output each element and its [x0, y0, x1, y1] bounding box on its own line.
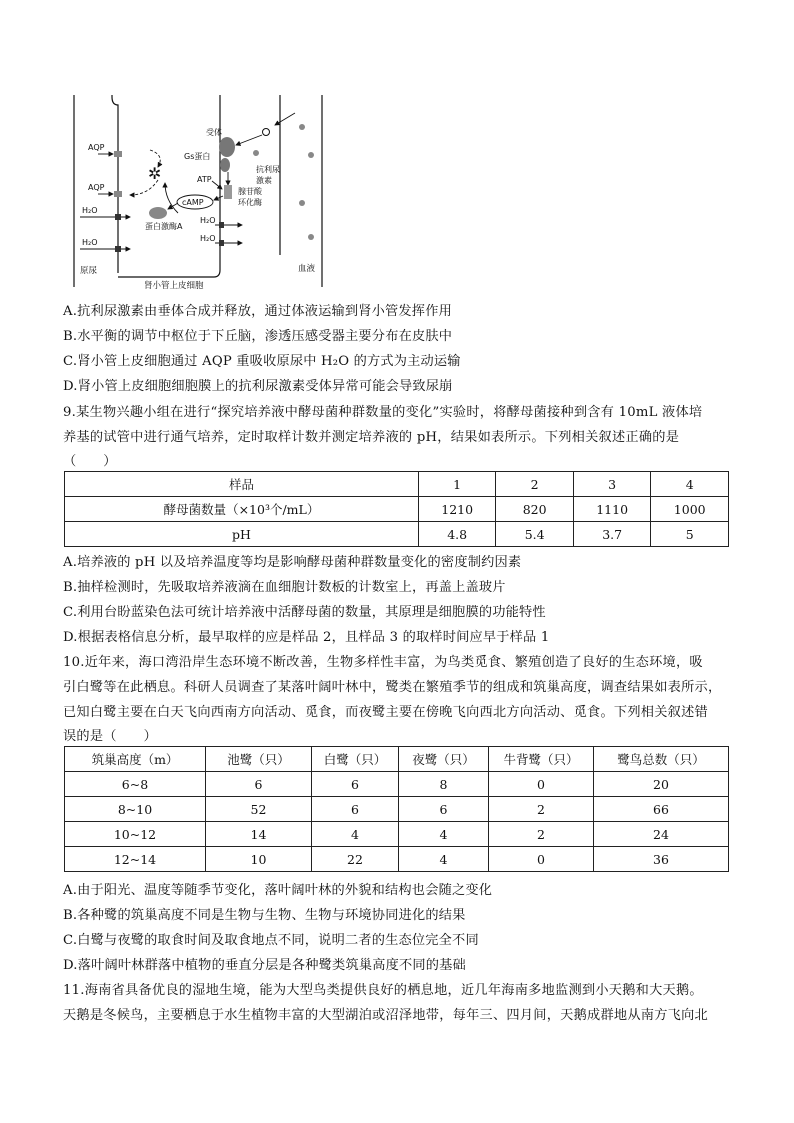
q10-cell: 4 [399, 822, 489, 847]
q10-cell: 4 [312, 822, 399, 847]
q10-cell: 6 [312, 797, 399, 822]
q10-cell: 20 [594, 772, 729, 797]
q10-cell: 36 [594, 847, 729, 872]
adh-label-line2: 激素 [256, 176, 272, 185]
adenylate-cyclase-label-1: 腺苷酸 [238, 187, 262, 196]
adh-mechanism-diagram [70, 95, 340, 290]
q11-stem-line-1: 11.海南省具备优良的湿地生境，能为大型鸟类提供良好的栖息地，近几年海南多地监测到小天鹅和大天鹅。 [63, 983, 703, 998]
q10-header: 夜鹭（只） [399, 747, 489, 772]
table-row [65, 747, 729, 772]
q10-stem-line-2: 引白鹭等在此栖息。科研人员调查了某落叶阔叶林中，鹭类在繁殖季节的组成和筑巢高度，调查结果如表所示， [63, 680, 722, 695]
q9-header-4: 4 [651, 472, 729, 497]
q9-cell: 820 [496, 497, 573, 522]
q10-stem-line-4: 误的是（ ） [63, 729, 158, 744]
q10-cell: 10 [206, 847, 312, 872]
adh-label-line1: 抗利尿 [256, 165, 280, 174]
table-row [65, 497, 729, 522]
q8-option-a: A.抗利尿激素由垂体合成并释放，通过体液运输到肾小管发挥作用 [63, 304, 452, 319]
q10-cell: 6~8 [65, 772, 206, 797]
blood-label: 血液 [298, 264, 316, 274]
table-row [65, 847, 729, 872]
q9-row-label: 酵母菌数量（×10³个/mL） [65, 497, 419, 522]
q10-header: 白鹭（只） [312, 747, 399, 772]
q10-cell: 8 [399, 772, 489, 797]
q10-cell: 0 [489, 772, 594, 797]
basolateral-membrane [118, 95, 220, 277]
aqp-label-2: AQP [88, 183, 105, 192]
q9-stem-line-2: 养基的试管中进行通气培养，定时取样计数并测定培养液的 pH，结果如表所示。下列相关叙述正确的是 [63, 430, 680, 445]
q10-header: 池鹭（只） [206, 747, 312, 772]
q9-option-c: C.利用台盼蓝染色法可统计培养液中活酵母菌的数量，其原理是细胞膜的功能特性 [63, 605, 546, 620]
h2o-inner-1: H₂O [200, 216, 216, 225]
blood-particle [299, 200, 305, 206]
h2o-label-2: H₂O [82, 238, 98, 247]
q9-header-1: 1 [418, 472, 496, 497]
q10-cell: 22 [312, 847, 399, 872]
q10-option-b: B.各种鹭的筑巢高度不同是生物与生物、生物与环境协同进化的结果 [63, 908, 466, 923]
q10-option-a: A.由于阳光、温度等随季节变化，落叶阔叶林的外貌和结构也会随之变化 [63, 883, 493, 898]
pka-shape [149, 207, 167, 219]
q10-cell: 66 [594, 797, 729, 822]
q10-cell: 52 [206, 797, 312, 822]
q9-header-2: 2 [496, 472, 573, 497]
q10-cell: 0 [489, 847, 594, 872]
q10-cell: 2 [489, 822, 594, 847]
adenylate-cyclase-label-2: 环化酶 [238, 198, 262, 207]
table-row [65, 822, 729, 847]
q8-option-b: B.水平衡的调节中枢位于下丘脑，渗透压感受器主要分布在皮肤中 [63, 329, 453, 344]
q9-table [64, 471, 729, 547]
q10-option-d: D.落叶阔叶林群落中植物的垂直分层是各种鹭类筑巢高度不同的基础 [63, 958, 466, 973]
q10-stem-line-1: 10.近年来，海口湾沿岸生态环境不断改善，生物多样性丰富，为鸟类觅食、繁殖创造了良好的生态环境，吸 [63, 655, 703, 670]
q10-table [64, 746, 729, 872]
q9-cell: 4.8 [418, 522, 496, 547]
q9-option-a: A.培养液的 pH 以及培养温度等均是影响酵母菌种群数量变化的密度制约因素 [63, 555, 522, 570]
q9-cell: 5 [651, 522, 729, 547]
q10-cell: 12~14 [65, 847, 206, 872]
q9-row-label: pH [65, 522, 419, 547]
q9-cell: 5.4 [496, 522, 573, 547]
q9-header-3: 3 [573, 472, 651, 497]
q9-cell: 1210 [418, 497, 496, 522]
table-row [65, 797, 729, 822]
q10-cell: 4 [399, 847, 489, 872]
gs-protein-shape [220, 158, 230, 172]
q10-cell: 6 [312, 772, 399, 797]
q9-cell: 1110 [573, 497, 651, 522]
blood-particle [308, 152, 314, 158]
blood-particle [308, 234, 314, 240]
atp-label: ATP [197, 175, 212, 184]
h2o-inner-2: H₂O [200, 234, 216, 243]
adh-molecule [253, 150, 259, 156]
table-row [65, 772, 729, 797]
q8-option-d: D.肾小管上皮细胞细胞膜上的抗利尿激素受体异常可能会导致尿崩 [63, 379, 453, 394]
vesicle-burst-icon: ✲ [148, 164, 162, 183]
q10-cell: 14 [206, 822, 312, 847]
adenylate-cyclase-shape [224, 185, 232, 199]
q10-header: 牛背鹭（只） [489, 747, 594, 772]
camp-label: cAMP [182, 198, 204, 207]
q10-header: 筑巢高度（m） [65, 747, 206, 772]
q10-cell: 6 [399, 797, 489, 822]
q9-stem-line-1: 9.某生物兴趣小组在进行“探究培养液中酵母菌种群数量的变化”实验时，将酵母菌接种到含有 10mL 液体培 [63, 405, 703, 420]
cell-label: 肾小管上皮细胞 [144, 281, 204, 290]
q9-cell: 3.7 [573, 522, 651, 547]
h2o-label-1: H₂O [82, 206, 98, 215]
q10-cell: 2 [489, 797, 594, 822]
urine-label: 原尿 [80, 266, 98, 276]
q10-cell: 24 [594, 822, 729, 847]
q9-option-b: B.抽样检测时，先吸取培养液滴在血细胞计数板的计数室上，再盖上盖玻片 [63, 580, 506, 595]
adh-molecule [263, 129, 270, 136]
receptor-label: 受体 [206, 128, 222, 137]
q9-header-sample: 样品 [65, 472, 419, 497]
q10-cell: 6 [206, 772, 312, 797]
table-row [65, 472, 729, 497]
q10-stem-line-3: 已知白鹭主要在白天飞向西南方向活动、觅食，而夜鹭主要在傍晚飞向西北方向活动、觅食。下列相关叙述错 [63, 705, 708, 720]
q10-header: 鹭鸟总数（只） [594, 747, 729, 772]
aqp-label-1: AQP [88, 143, 105, 152]
receptor-shape [219, 137, 235, 157]
q10-cell: 10~12 [65, 822, 206, 847]
q9-option-d: D.根据表格信息分析，最早取样的应是样品 2，且样品 3 的取样时间应早于样品 1 [63, 630, 550, 645]
table-row [65, 522, 729, 547]
q10-cell: 8~10 [65, 797, 206, 822]
gs-protein-label: Gs蛋白 [184, 152, 211, 161]
q8-option-c: C.肾小管上皮细胞通过 AQP 重吸收原尿中 H₂O 的方式为主动运输 [63, 354, 461, 369]
q9-stem-line-3: （ ） [63, 454, 117, 469]
q9-cell: 1000 [651, 497, 729, 522]
q11-stem-line-2: 天鹅是冬候鸟，主要栖息于水生植物丰富的大型湖泊或沼泽地带，每年三、四月间，天鹅成群地从南方飞向北 [63, 1008, 708, 1023]
blood-particle [299, 124, 305, 130]
q10-option-c: C.白鹭与夜鹭的取食时间及取食地点不同，说明二者的生态位完全不同 [63, 933, 479, 948]
pka-label: 蛋白激酶A [145, 222, 183, 231]
